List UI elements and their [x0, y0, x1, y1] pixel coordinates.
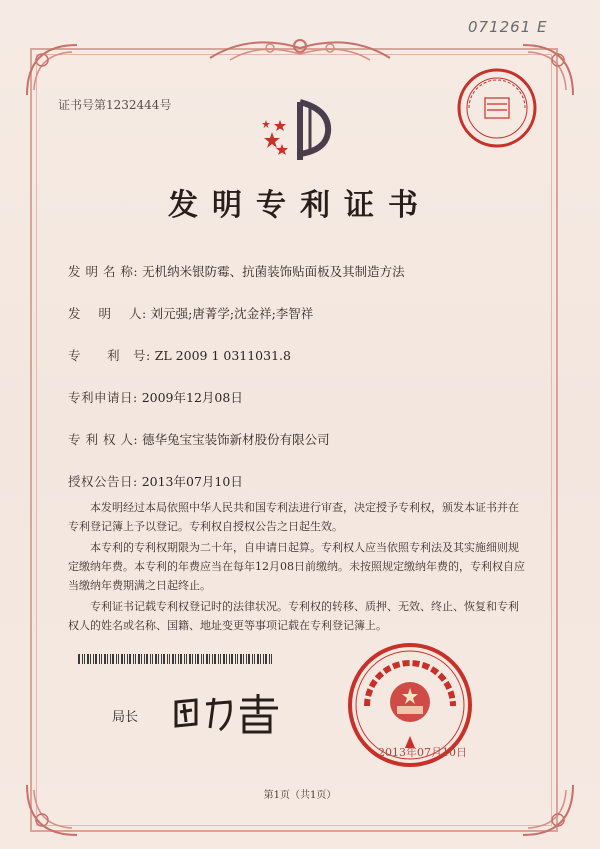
- field-grant-date: [68, 472, 243, 490]
- certificate-body: [68, 498, 528, 637]
- field-label: 发 明 名 称:: [68, 264, 139, 279]
- handwritten-note: 071261 E: [468, 18, 548, 36]
- field-patent-number: [68, 346, 291, 364]
- field-value: 2009年12月08日: [141, 390, 243, 405]
- page-title: 发明专利证书: [168, 188, 432, 223]
- top-ornament-icon: [200, 28, 400, 68]
- director-label: 局长: [112, 710, 139, 725]
- field-label: 专 利 权 人:: [68, 432, 139, 447]
- field-inventors: [68, 304, 313, 322]
- field-filing-date: [68, 388, 243, 406]
- field-patentee: [68, 430, 330, 448]
- corner-ornament-icon: [22, 40, 82, 100]
- body-paragraph: 专利证书记载专利权登记时的法律状况。专利权的转移、质押、无效、终止、恢复和专利权人的姓名或名称、国籍、地址变更等事项记载在专利登记簿上。: [68, 600, 519, 632]
- field-value: 2013年07月10日: [141, 474, 243, 489]
- agency-seal-icon: [455, 66, 539, 150]
- field-invention-name: [68, 262, 405, 280]
- field-label: 专 利 号:: [68, 348, 151, 363]
- field-value: ZL 2009 1 0311031.8: [154, 348, 291, 363]
- field-label: 授权公告日:: [68, 474, 138, 489]
- date-stamp: 2013年07月10日: [378, 746, 467, 759]
- field-value: 德华兔宝宝装饰新材股份有限公司: [142, 432, 330, 447]
- field-value: 刘元强;唐菁学;沈金祥;李智祥: [150, 306, 314, 321]
- patent-office-emblem-icon: [258, 92, 338, 172]
- director-signature-icon: [170, 690, 290, 736]
- certificate-number: 证书号第1232444号: [58, 98, 172, 112]
- barcode-icon: [78, 654, 274, 664]
- field-label: 发 明 人:: [68, 306, 147, 321]
- field-label: 专利申请日:: [68, 390, 138, 405]
- body-paragraph: 本专利的专利权期限为二十年，自申请日起算。专利权人应当依照专利法及其实施细则规定缴纳年费。本专利的年费应当在每年12月08日前缴纳。未按照规定缴纳年费的，专利权自应当缴纳年费期满之日起终止。: [68, 541, 525, 592]
- body-paragraph: 本发明经过本局依照中华人民共和国专利法进行审查，决定授予专利权，颁发本证书并在专利登记簿上予以登记。专利权自授权公告之日起生效。: [68, 501, 519, 533]
- field-value: 无机纳米银防霉、抗菌装饰贴面板及其制造方法: [142, 264, 405, 279]
- page-footer: 第1页（共1页）: [263, 790, 337, 801]
